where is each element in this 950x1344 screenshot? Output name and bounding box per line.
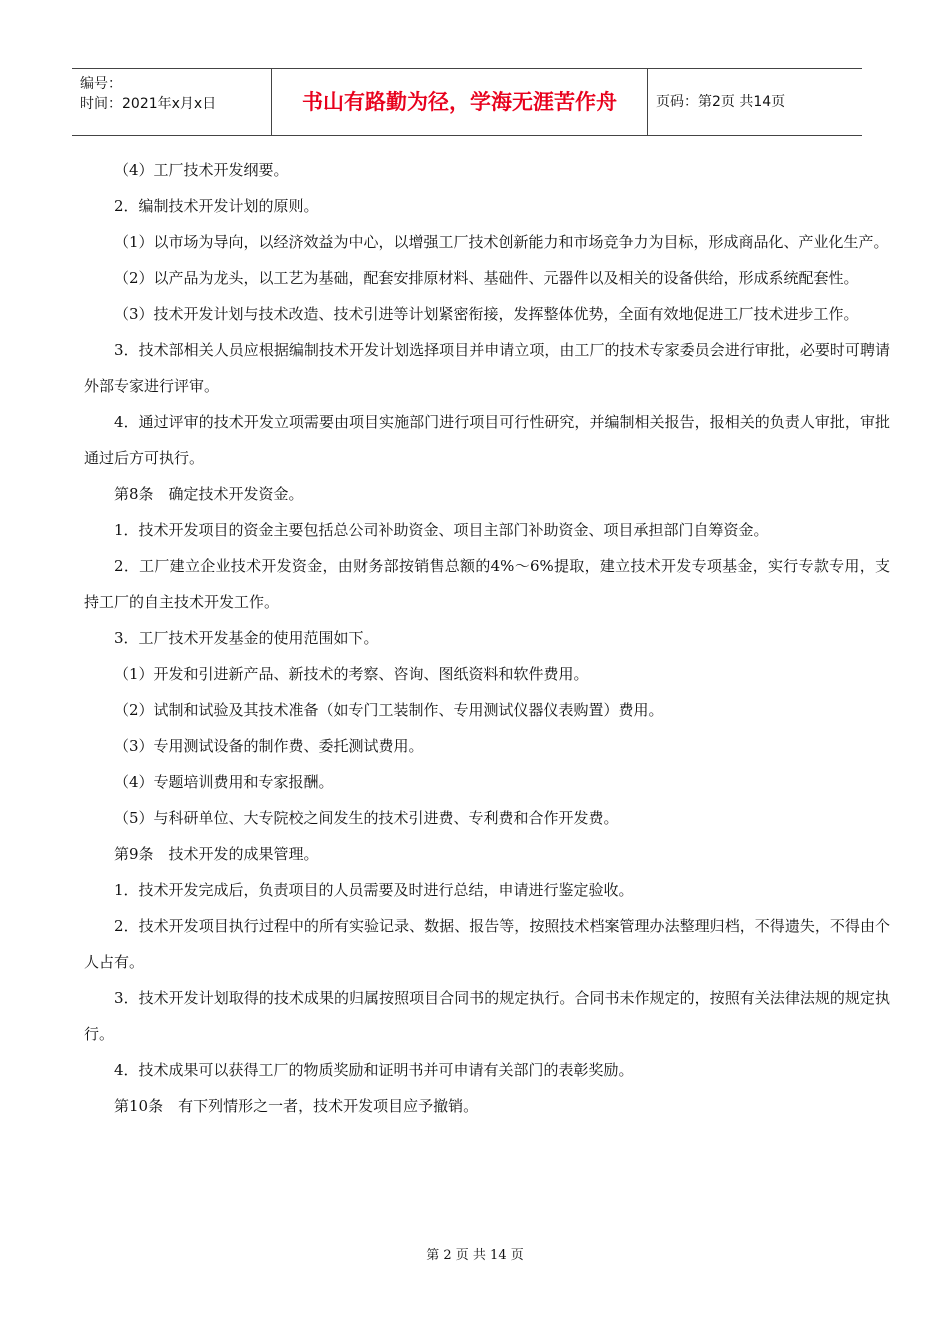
header-meta	[72, 69, 272, 135]
paragraph: （4）专题培训费用和专家报酬。	[114, 773, 334, 791]
document-number: 编号：	[80, 76, 122, 92]
paragraph: 3．工厂技术开发基金的使用范围如下。	[114, 629, 379, 647]
paragraph: （4）工厂技术开发纲要。	[114, 161, 289, 179]
paragraph: 3．技术部相关人员应根据编制技术开发计划选择项目并申请立项，由工厂的技术专家委员会进行审批，必要时可聘请外部专家进行评审。	[84, 341, 890, 395]
paragraph: 1．技术开发完成后，负责项目的人员需要及时进行总结，申请进行鉴定验收。	[114, 881, 634, 899]
document-date: 时间：2021年x月x日	[80, 96, 217, 112]
paragraph: 3．技术开发计划取得的技术成果的归属按照项目合同书的规定执行。合同书未作规定的，按照有关法律法规的规定执行。	[84, 989, 890, 1043]
document-body	[84, 152, 890, 1124]
paragraph: 1．技术开发项目的资金主要包括总公司补助资金、项目主部门补助资金、项目承担部门自筹资金。	[114, 521, 769, 539]
paragraph: 4．技术成果可以获得工厂的物质奖励和证明书并可申请有关部门的表彰奖励。	[114, 1061, 634, 1079]
paragraph: （1）以市场为导向，以经济效益为中心，以增强工厂技术创新能力和市场竞争力为目标，形成商品化、产业化生产。	[114, 233, 889, 251]
paragraph: （3）专用测试设备的制作费、委托测试费用。	[114, 737, 424, 755]
page-footer: 第 2 页 共 14 页	[426, 1248, 524, 1263]
paragraph: （1）开发和引进新产品、新技术的考察、咨询、图纸资料和软件费用。	[114, 665, 589, 683]
article-heading: 第9条 技术开发的成果管理。	[114, 845, 319, 863]
header-motto: 书山有路勤为径，学海无涯苦作舟	[272, 69, 648, 135]
paragraph: （2）以产品为龙头，以工艺为基础，配套安排原材料、基础件、元器件以及相关的设备供给，形成系统配套性。	[114, 269, 859, 287]
paragraph: 2．技术开发项目执行过程中的所有实验记录、数据、报告等，按照技术档案管理办法整理归档，不得遗失，不得由个人占有。	[84, 917, 890, 971]
paragraph: （2）试制和试验及其技术准备（如专门工装制作、专用测试仪器仪表购置）费用。	[114, 701, 664, 719]
header-page-info: 页码：第2页 共14页	[656, 94, 786, 110]
paragraph: 4．通过评审的技术开发立项需要由项目实施部门进行项目可行性研究，并编制相关报告，报相关的负责人审批，审批通过后方可执行。	[84, 413, 890, 467]
paragraph: （3）技术开发计划与技术改造、技术引进等计划紧密衔接，发挥整体优势，全面有效地促进工厂技术进步工作。	[114, 305, 859, 323]
paragraph: 2．工厂建立企业技术开发资金，由财务部按销售总额的4%～6%提取，建立技术开发专项基金，实行专款专用，支持工厂的自主技术开发工作。	[84, 557, 890, 611]
paragraph: 2．编制技术开发计划的原则。	[114, 197, 319, 215]
article-heading: 第10条 有下列情形之一者，技术开发项目应予撤销。	[114, 1097, 479, 1115]
paragraph: （5）与科研单位、大专院校之间发生的技术引进费、专利费和合作开发费。	[114, 809, 619, 827]
page-header	[72, 68, 862, 136]
article-heading: 第8条 确定技术开发资金。	[114, 485, 304, 503]
